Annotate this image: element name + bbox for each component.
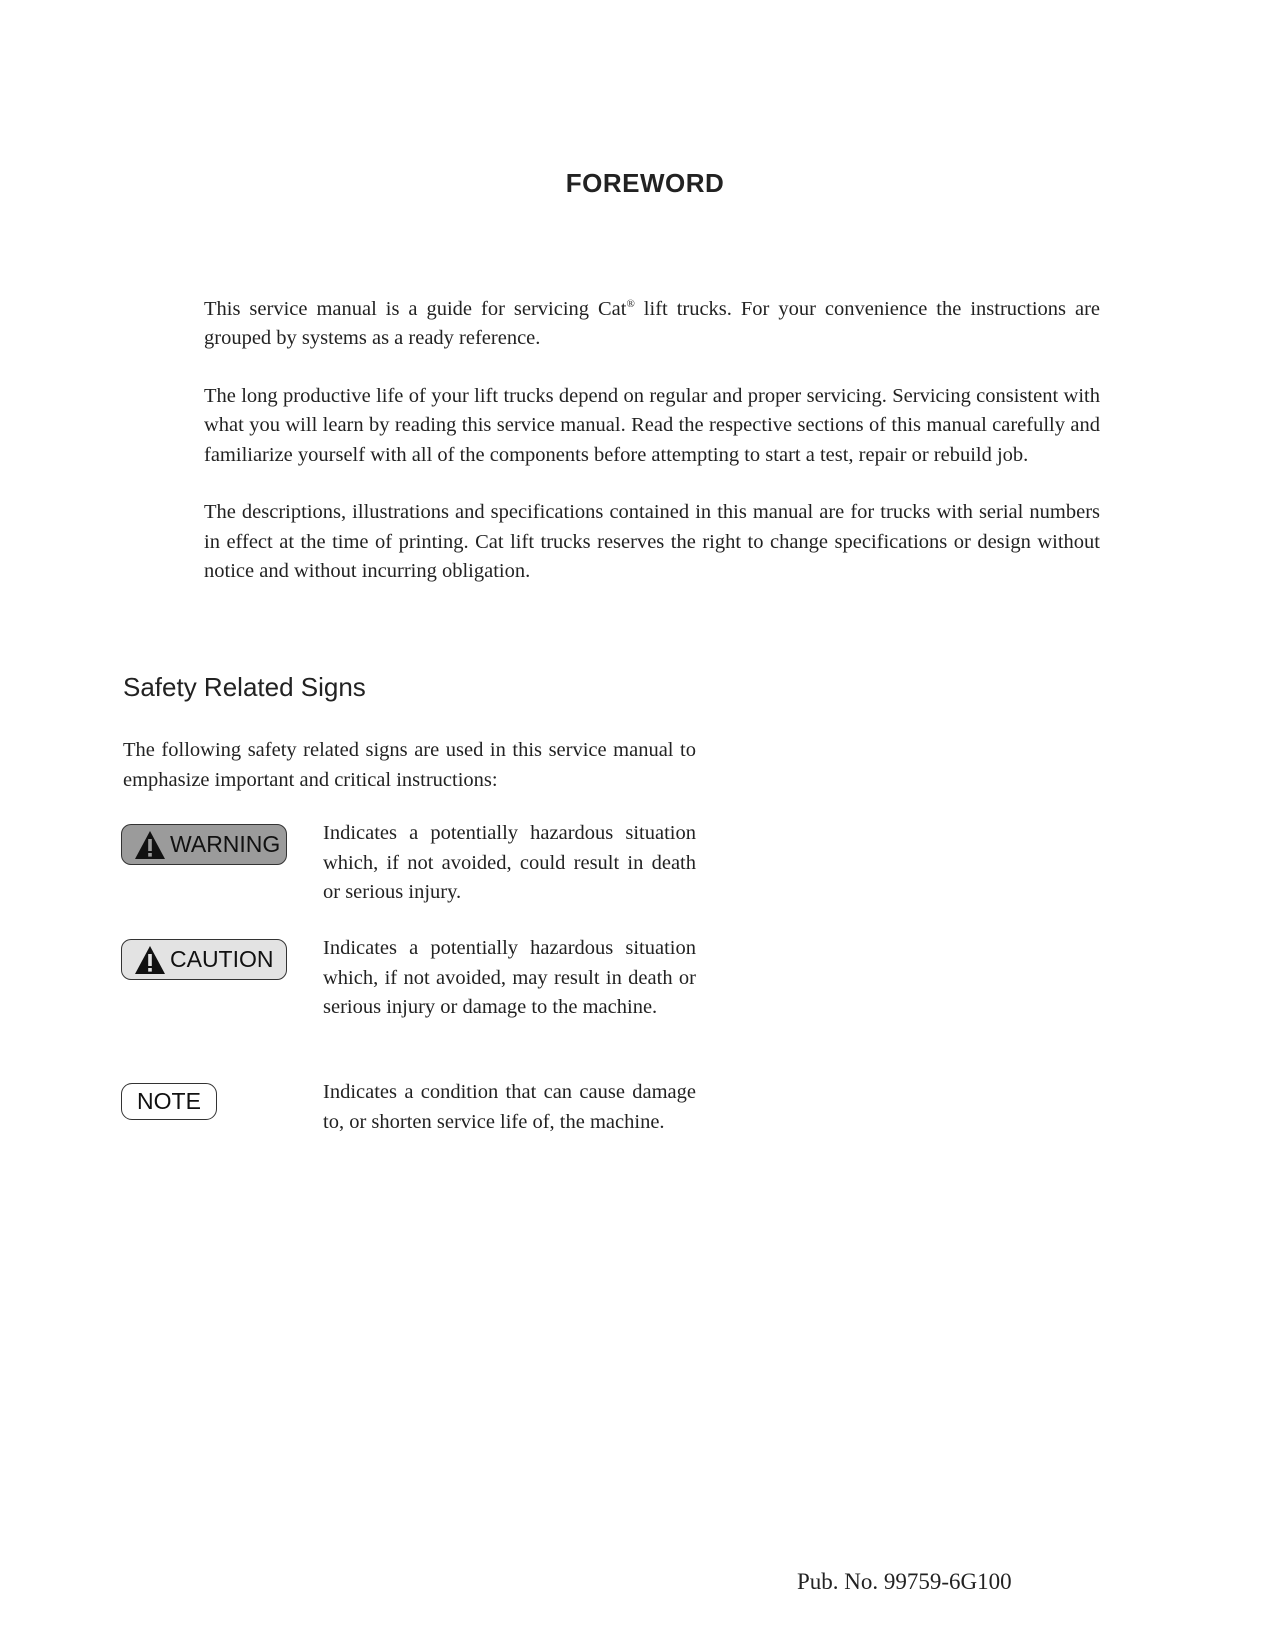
note-label: NOTE [137, 1088, 201, 1114]
intro-paragraph-3: The descriptions, illustrations and specifications contained in this manual are for trucks with serial numbers in effect at the time of printing. Cat lift trucks reserves the right to change specifications or design without notice and without incurring obligation. [204, 501, 1100, 583]
note-badge [121, 1083, 217, 1120]
intro-paragraph-1 [204, 290, 1100, 354]
caution-label: CAUTION [170, 946, 274, 972]
caution-description: Indicates a potentially hazardous situation which, if not avoided, may result in death or serious injury or damage to the machine. [323, 937, 696, 1018]
registered-mark: ® [626, 298, 635, 310]
warning-badge [121, 824, 287, 865]
intro-p1-text-rest: lift trucks. For your convenience the instructions are grouped by systems as a ready reference. [204, 297, 1100, 350]
warning-triangle-icon [134, 830, 166, 860]
warning-label: WARNING [170, 831, 281, 857]
safety-intro: The following safety related signs are used in this service manual to emphasize important and critical instructions: [123, 739, 696, 791]
publication-number: Pub. No. 99759-6G100 [797, 1569, 1012, 1594]
warning-description: Indicates a potentially hazardous situation which, if not avoided, could result in death or serious injury. [323, 822, 696, 903]
foreword-text [204, 290, 1100, 615]
section-heading: Safety Related Signs [123, 672, 366, 702]
page-title: FOREWORD [565, 168, 725, 198]
note-description: Indicates a condition that can cause damage to, or shorten service life of, the machine. [323, 1081, 696, 1133]
caution-badge [121, 939, 287, 980]
intro-paragraph-2: The long productive life of your lift trucks depend on regular and proper servicing. Servicing consistent with what you will learn by reading this service manual. Read the respective sections of this manual carefully and familiarize yourself with all of the components before attempting to start a test, repair or rebuild job. [204, 384, 1100, 466]
warning-triangle-icon [134, 945, 166, 975]
intro-p1-text: This service manual is a guide for servicing Cat [204, 297, 627, 320]
